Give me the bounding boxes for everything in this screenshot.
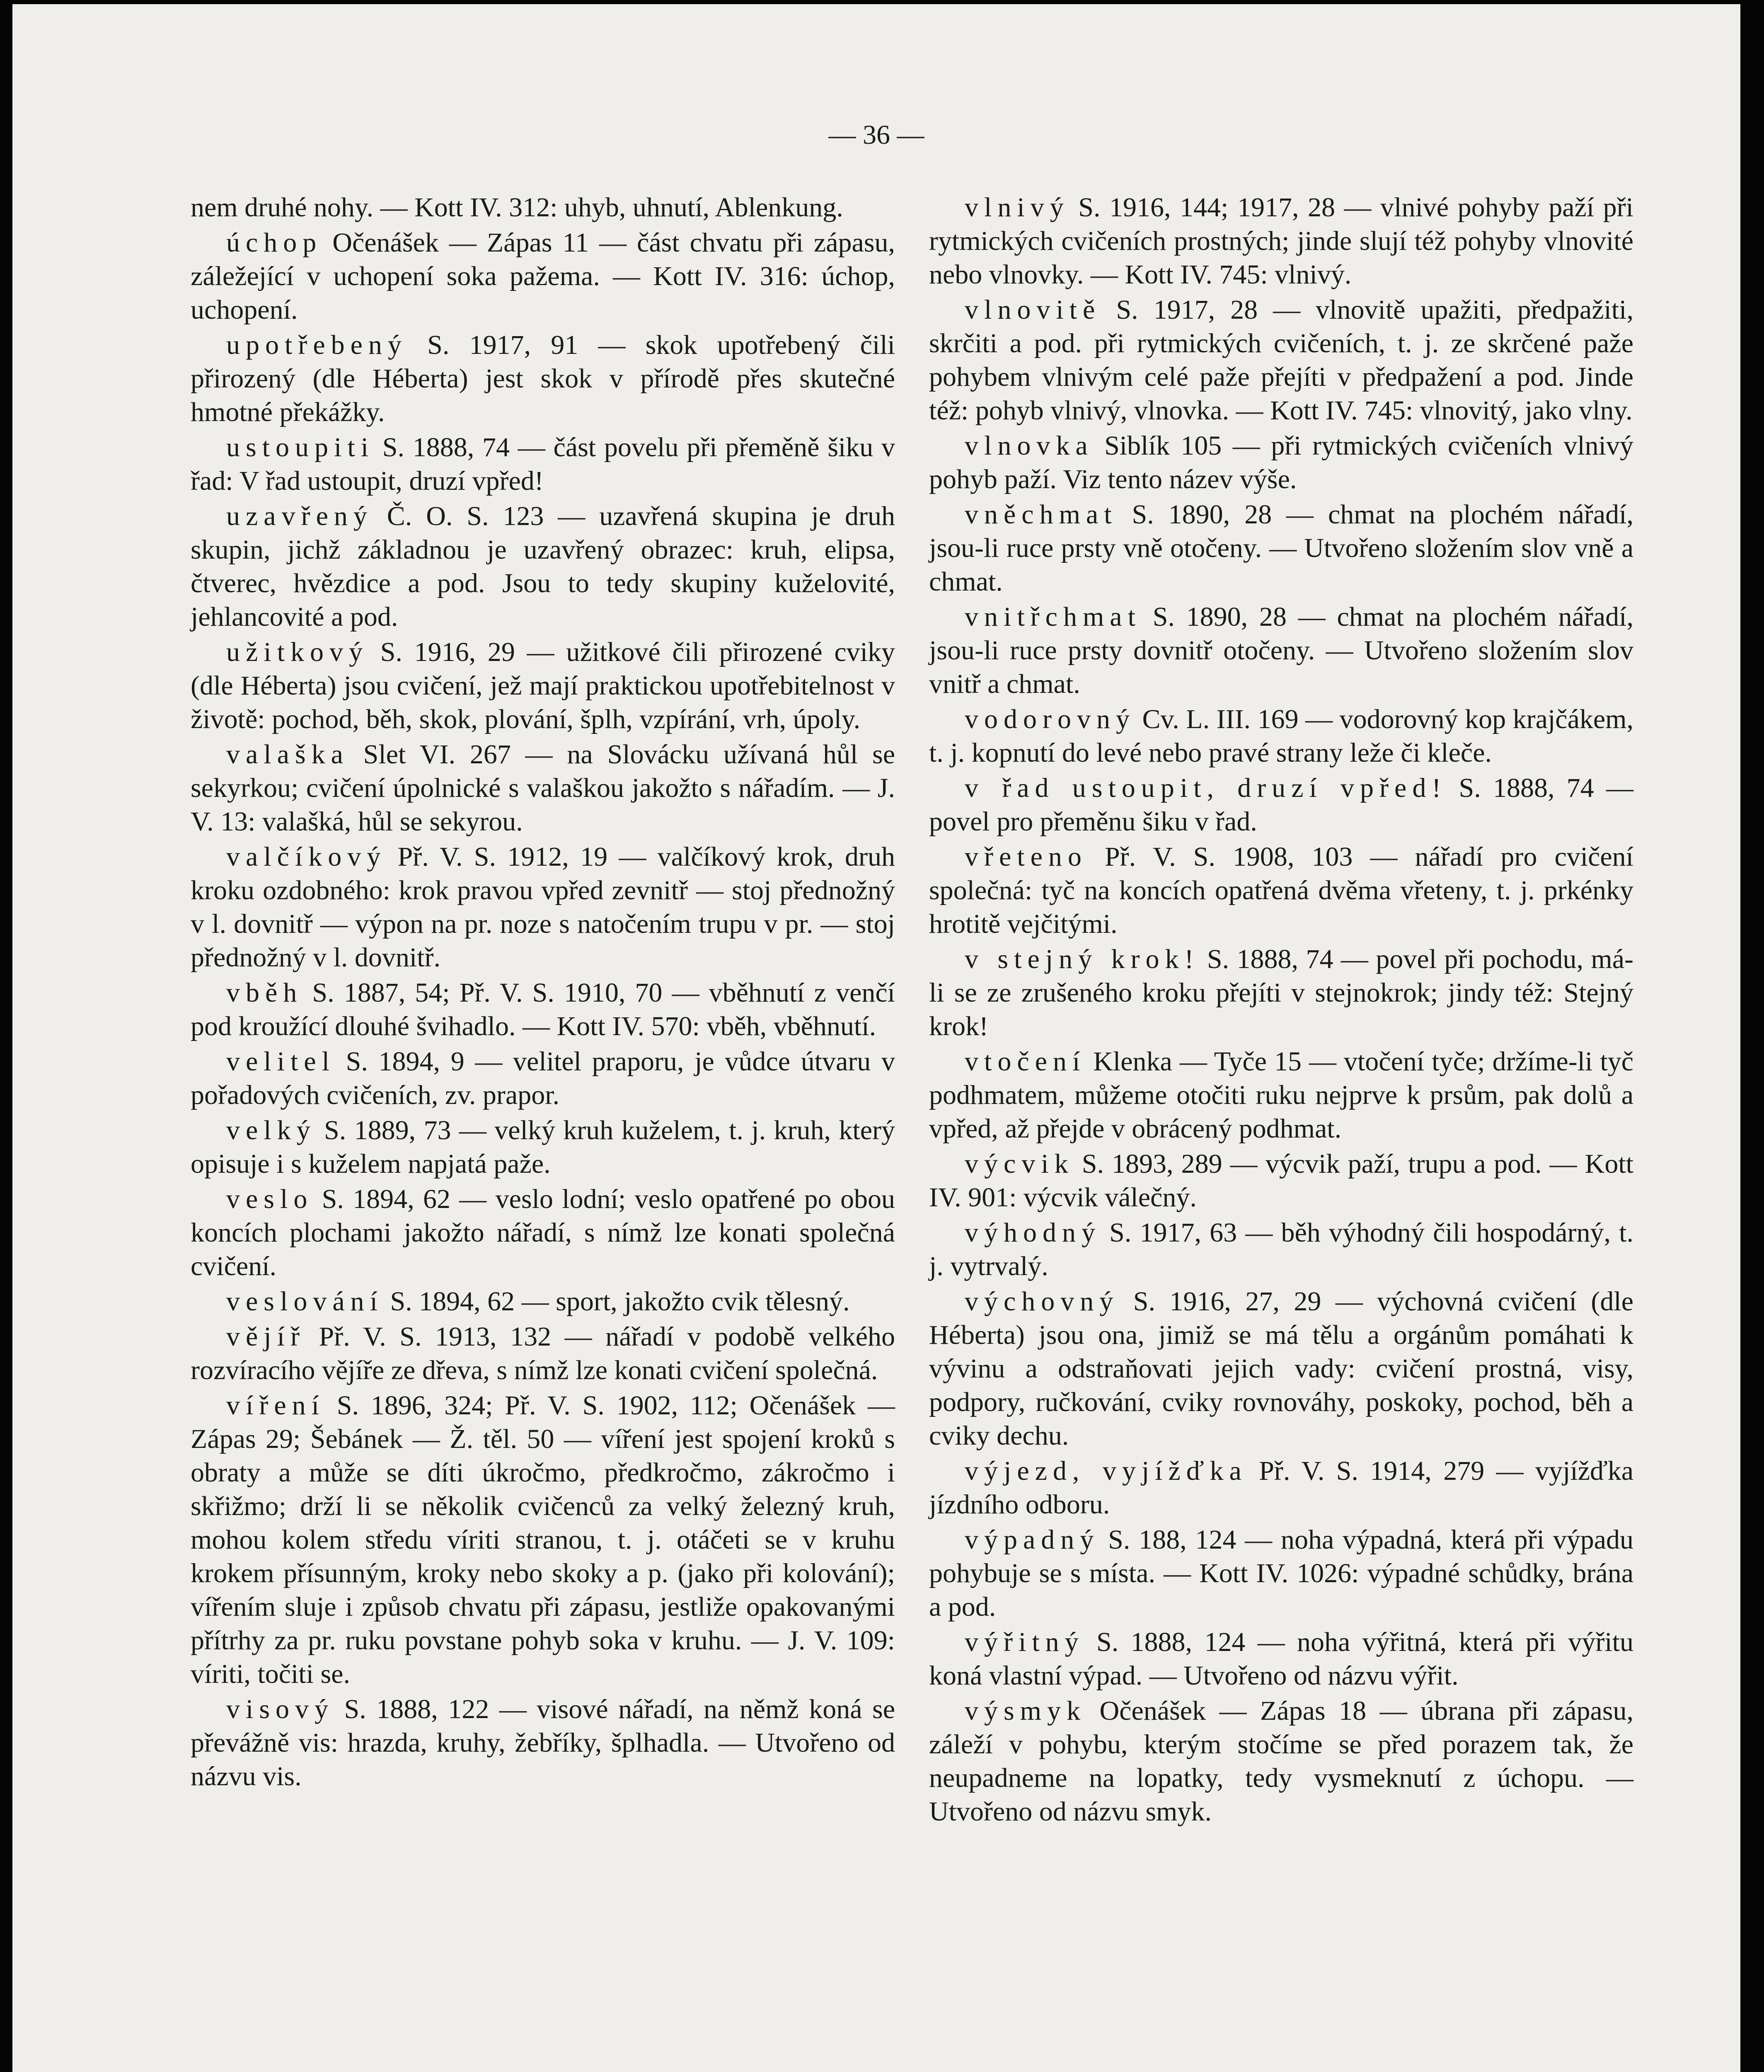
dictionary-entry <box>191 1320 895 1387</box>
entry-headword: výcvik <box>965 1149 1074 1179</box>
entry-headword: vněchmat <box>965 499 1118 530</box>
dictionary-entry <box>191 738 895 838</box>
dictionary-entry <box>929 293 1633 427</box>
dictionary-entry <box>191 226 895 327</box>
entry-headword: vějíř <box>226 1322 305 1352</box>
entry-text: Př. V. S. 1912, 19 — valčíkový krok, druh kroku ozdobného: krok pravou vpřed zevnitř — stoj přednožný v l. dovnitř — výpon na pr. noze s natočením trupu v pr. — stoj přednožný v l. dovnitř. <box>191 842 895 973</box>
entry-headword: vlnovitě <box>965 295 1101 325</box>
dictionary-entry <box>191 1045 895 1112</box>
entry-text: nem druhé nohy. — Kott IV. 312: uhyb, uhnutí, Ablenkung. <box>191 192 843 223</box>
entry-text: S. 1916, 29 — užitkové čili přirozené cviky (dle Héberta) jsou cvičení, jež mají praktickou upotřebitelnost v životě: pochod, běh, skok, plování, šplh, vzpírání, vrh, úpoly. <box>191 637 895 734</box>
entry-headword: vlnivý <box>965 192 1070 223</box>
entry-text: S. 1917, 63 — běh výhodný čili hospodárný, t. j. vytrvalý. <box>929 1218 1633 1281</box>
entry-headword: vlnovka <box>965 431 1094 461</box>
dictionary-entry <box>191 1113 895 1181</box>
entry-headword: velitel <box>226 1046 335 1077</box>
entry-text: Př. V. S. 1913, 132 — nářadí v podobě velkého rozvíracího vějíře ze dřeva, s nímž lze konati cvičení společná. <box>191 1322 895 1385</box>
entry-headword: úchop <box>226 228 322 258</box>
entry-headword: výsmyk <box>965 1696 1086 1726</box>
entry-text: S. 1917, 28 — vlnovitě upažiti, předpažiti, skrčiti a pod. při rytmických cvičeních, t. j. ze skrčené paže pohybem vlnivým celé paže přejíti v předpažení a pod. Jinde též: pohyb vlnivý, vlnovka. — Kott IV. 745: vlnovitý, jako vlny. <box>929 295 1633 426</box>
dictionary-entry <box>929 1216 1633 1283</box>
entry-text: S. 1888, 124 — noha výřitná, která při výřitu koná vlastní výpad. — Utvořeno od názvu výřit. <box>929 1627 1633 1691</box>
dictionary-entry <box>929 1523 1633 1624</box>
entry-headword: vběh <box>226 978 303 1008</box>
entry-headword: v stejný krok! <box>965 944 1200 974</box>
dictionary-entry <box>191 191 895 224</box>
entry-text: S. 1917, 91 — skok upotřebený čili přirozený (dle Héberta) jest skok v přírodě přes skutečné hmotné překážky. <box>191 330 895 427</box>
entry-text: Př. V. S. 1914, 279 — vyjížďka jízdního odboru. <box>929 1456 1633 1520</box>
entry-text: S. 1888, 74 — povel pro přeměnu šiku v řad. <box>929 773 1633 837</box>
entry-text: S. 1889, 73 — velký kruh kuželem, t. j. kruh, který opisuje i s kuželem napjatá paže. <box>191 1115 895 1179</box>
entry-headword: vodorovný <box>965 704 1135 734</box>
dictionary-entry <box>929 1454 1633 1521</box>
entry-text: Očenášek — Zápas 18 — úbrana při zápasu, záleží v pohybu, kterým stočíme se před porazem tak, že neupadneme na lopatky, tedy vysmeknutí z úchopu. — Utvořeno od názvu smyk. <box>929 1696 1633 1827</box>
dictionary-entry <box>929 191 1633 291</box>
entry-text: Očenášek — Zápas 11 — část chvatu při zápasu, záležející v uchopení soka pažema. — Kott IV. 316: úchop, uchopení. <box>191 228 895 325</box>
entry-headword: upotřebený <box>226 330 407 360</box>
dictionary-entry <box>929 771 1633 838</box>
entry-headword: visový <box>226 1694 334 1724</box>
dictionary-entry <box>929 429 1633 496</box>
dictionary-entry <box>929 498 1633 598</box>
entry-text: Př. V. S. 1908, 103 — nářadí pro cvičení společná: tyč na koncích opatřená dvěma vřeteny, t. j. prkénky hrotitě vejčitými. <box>929 842 1633 939</box>
entry-text: S. 1894, 62 — veslo lodní; veslo opatřené po obou koncích plochami jakožto nářadí, s nímž lze konati společná cvičení. <box>191 1184 895 1281</box>
entry-headword: v řad ustoupit, druzí vpřed! <box>965 773 1447 803</box>
entry-headword: veslování <box>226 1286 383 1317</box>
dictionary-entry <box>929 1694 1633 1828</box>
entry-text: S. 1888, 74 — část povelu při přeměně šiku v řad: V řad ustoupit, druzí vpřed! <box>191 432 895 496</box>
entry-headword: výhodný <box>965 1218 1101 1248</box>
dictionary-entry <box>929 942 1633 1043</box>
entry-headword: víření <box>226 1390 325 1421</box>
dictionary-entry <box>929 1285 1633 1452</box>
right-column <box>929 191 1633 1830</box>
dictionary-entry <box>191 1389 895 1691</box>
page-number: — 36 — <box>828 120 924 150</box>
document-page <box>12 4 1740 2072</box>
entry-text: Klenka — Tyče 15 — vtočení tyče; držíme-li tyč podhmatem, můžeme otočiti ruku nejprve k prsům, pak dolů a vpřed, až přejde v obrácený podhmat. <box>929 1046 1633 1144</box>
dictionary-entry <box>191 1285 895 1318</box>
entry-headword: výpadný <box>965 1525 1100 1555</box>
entry-headword: výjezd, vyjížďka <box>965 1456 1247 1486</box>
entry-headword: veslo <box>226 1184 313 1214</box>
entry-headword: vtočení <box>965 1046 1086 1077</box>
entry-headword: valaška <box>226 739 349 770</box>
entry-headword: vřeteno <box>965 842 1087 872</box>
entry-text: S. 1887, 54; Př. V. S. 1910, 70 — vběhnutí z venčí pod kroužící dlouhé švihadlo. — Kott IV. 570: vběh, vběhnutí. <box>191 978 895 1041</box>
entry-text: S. 1894, 9 — velitel praporu, je vůdce útvaru v pořadových cvičeních, zv. prapor. <box>191 1046 895 1110</box>
left-column <box>191 191 895 1795</box>
dictionary-entry <box>929 1625 1633 1692</box>
entry-text: S. 1893, 289 — výcvik paží, trupu a pod. — Kott IV. 901: výcvik válečný. <box>929 1149 1633 1213</box>
entry-text: S. 1894, 62 — sport, jakožto cvik tělesný. <box>383 1286 850 1317</box>
dictionary-entry <box>929 1147 1633 1214</box>
entry-text: S. 1896, 324; Př. V. S. 1902, 112; Očenášek — Zápas 29; Šebánek — Ž. těl. 50 — víření jest spojení kroků s obraty a může se díti úkročmo, předkročmo, zákročmo i skřižmo; drží li se několik cvičenců za velký železný kruh, mohou kolem středu víriti stranou, t. j. otáčeti se v kruhu krokem přísunným, kroky nebo skoky a p. (jako při kolování); vířením sluje i způsob chvatu při zápasu, jestliže opakovanými přítrhy za pr. ruku povstane pohyb soka v kruhu. — J. V. 109: víriti, točiti se. <box>191 1390 895 1689</box>
entry-text: S. 1888, 74 — povel při pochodu, má-li se ze zrušeného kroku přejíti v stejnokrok; jindy též: Stejný krok! <box>929 944 1634 1041</box>
dictionary-entry <box>191 499 895 634</box>
entry-text: S. 1890, 28 — chmat na plochém nářadí, jsou-li ruce prsty dovnitř otočeny. — Utvořeno složením slov vnitř a chmat. <box>929 602 1633 699</box>
entry-headword: velký <box>226 1115 316 1145</box>
dictionary-entry <box>191 1692 895 1793</box>
entry-text: S. 188, 124 — noha výpadná, která při výpadu pohybuje se s místa. — Kott IV. 1026: výpadné schůdky, brána a pod. <box>929 1525 1633 1622</box>
dictionary-entry <box>191 976 895 1043</box>
entry-text: S. 1888, 122 — visové nářadí, na němž koná se převážně vis: hrazda, kruhy, žebříky, šplhadla. — Utvořeno od názvu vis. <box>191 1694 895 1791</box>
entry-headword: výřitný <box>965 1627 1084 1657</box>
entry-headword: valčíkový <box>226 842 387 872</box>
entry-headword: vnitřchmat <box>965 602 1141 632</box>
entry-text: Č. O. S. 123 — uzavřená skupina je druh skupin, jichž základnou je uzavřený obrazec: kruh, elipsa, čtverec, hvězdice a pod. Jsou to tedy skupiny kuželovité, jehlancovité a pod. <box>191 501 895 632</box>
entry-headword: výchovný <box>965 1286 1119 1317</box>
entry-headword: ustoupiti <box>226 432 375 462</box>
dictionary-entry <box>929 1045 1633 1145</box>
entry-text: S. 1916, 144; 1917, 28 — vlnivé pohyby paží při rytmických cvičeních prostných; jinde slují též pohyby vlnovité nebo vlnovky. — Kott IV. 745: vlnivý. <box>929 192 1633 290</box>
dictionary-entry <box>191 635 895 736</box>
dictionary-entry <box>191 328 895 429</box>
entry-text: S. 1890, 28 — chmat na plochém nářadí, jsou-li ruce prsty vně otočeny. — Utvořeno složením slov vně a chmat. <box>929 499 1633 597</box>
entry-text: S. 1916, 27, 29 — výchovná cvičení (dle Héberta) jsou ona, jimiž se má tělu a orgánům pomáhati k vývinu a odstraňovati jejich vady: cvičení prostná, visy, podpory, ručkování, cviky rovnováhy, poskoky, pochod, běh a cviky dechu. <box>929 1286 1633 1451</box>
dictionary-entry <box>191 1182 895 1283</box>
dictionary-entry <box>191 840 895 974</box>
dictionary-entry <box>929 702 1633 770</box>
entry-text: Siblík 105 — při rytmických cvičeních vlnivý pohyb paží. Viz tento název výše. <box>929 431 1633 494</box>
entry-headword: uzavřený <box>226 501 373 531</box>
dictionary-entry <box>191 431 895 498</box>
entry-text: Slet VI. 267 — na Slovácku užívaná hůl se sekyrkou; cvičení úpolnické s valaškou jakožto s nářadím. — J. V. 13: valašká, hůl se sekyrou. <box>191 739 895 837</box>
entry-text: Cv. L. III. 169 — vodorovný kop krajčákem, t. j. kopnutí do levé nebo pravé strany leže či kleče. <box>929 704 1633 768</box>
dictionary-entry <box>929 600 1633 701</box>
dictionary-entry <box>929 840 1633 941</box>
entry-headword: užitkový <box>226 637 368 667</box>
